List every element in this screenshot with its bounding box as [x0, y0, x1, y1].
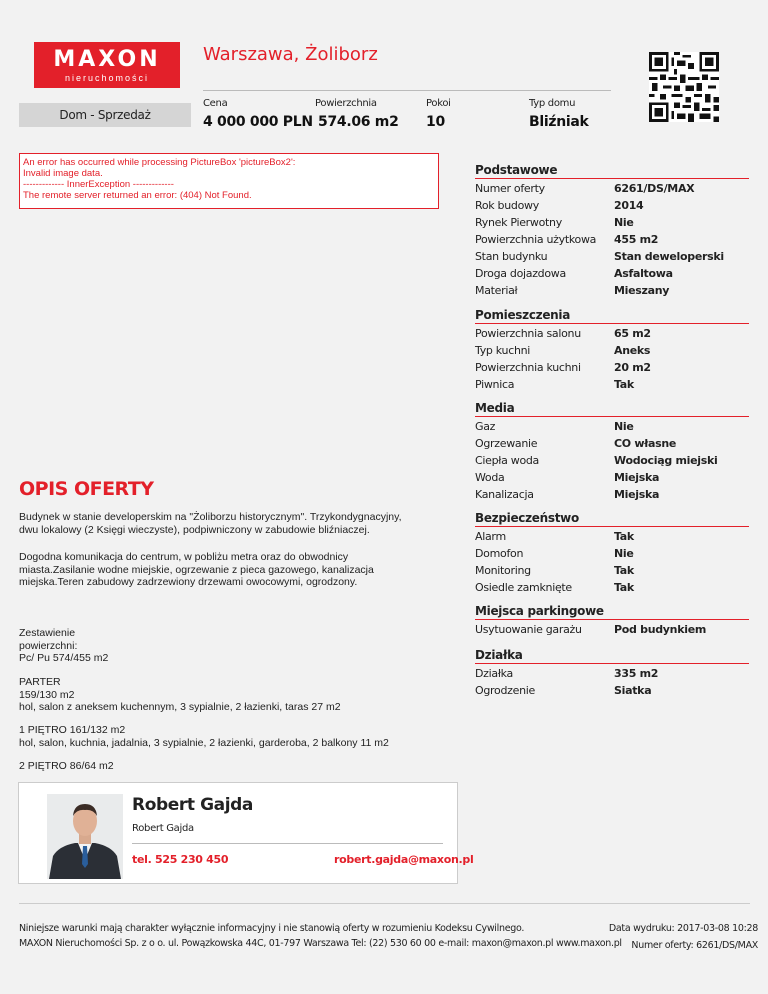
description-paragraph: Dogodna komunikacja do centrum, w pobliżu metra oraz do obwodnicy miasta.Zasilanie wodne miejskie, ogrzewanie z pieca gazowego, kanalizacja miejska.Teren zabudowy zadrzewiony drzewami owocowymi, ogrodzony.: [19, 551, 374, 588]
detail-label: Gaz: [475, 420, 496, 433]
offer-type-badge: Dom - Sprzedaż: [19, 103, 191, 127]
detail-row: [475, 454, 749, 471]
detail-value: CO własne: [614, 437, 677, 450]
description-paragraph: Budynek w stanie developerskim na "Żoliborzu historycznym". Trzykondygnacyjny, dwu lokalowy (2 Księgi wieczyste), podpiwniczony w zabudowie bliźniaczej.: [19, 511, 402, 536]
detail-row: [475, 623, 749, 640]
detail-label: Numer oferty: [475, 182, 545, 195]
detail-row: [475, 378, 749, 395]
detail-row: [475, 420, 749, 437]
detail-row: [475, 250, 749, 267]
summary-label: Cena: [203, 98, 228, 109]
footer-print-date: Data wydruku: 2017-03-08 10:28: [608, 923, 758, 934]
detail-row: [475, 284, 749, 301]
section-title-pomieszczenia: Pomieszczenia: [475, 308, 749, 324]
detail-row: [475, 437, 749, 454]
detail-value: 65 m2: [614, 327, 651, 340]
detail-row: [475, 233, 749, 250]
detail-label: Osiedle zamknięte: [475, 581, 572, 594]
detail-value: 2014: [614, 199, 644, 212]
detail-value: Tak: [614, 581, 634, 594]
agent-phone-link[interactable]: tel. 525 230 450: [132, 853, 229, 866]
detail-row: [475, 216, 749, 233]
detail-label: Stan budynku: [475, 250, 548, 263]
detail-label: Kanalizacja: [475, 488, 534, 501]
detail-row: [475, 684, 749, 701]
detail-value: Tak: [614, 378, 634, 391]
detail-label: Działka: [475, 667, 513, 680]
summary-house-type: [529, 98, 589, 130]
summary-rooms: [426, 98, 451, 130]
detail-row: [475, 564, 749, 581]
detail-label: Woda: [475, 471, 505, 484]
detail-label: Alarm: [475, 530, 506, 543]
detail-label: Ciepła woda: [475, 454, 539, 467]
detail-row: [475, 267, 749, 284]
detail-row: [475, 547, 749, 564]
detail-row: [475, 471, 749, 488]
agent-email-link[interactable]: robert.gajda@maxon.pl: [334, 853, 474, 866]
detail-label: Rok budowy: [475, 199, 539, 212]
image-error-box: [19, 153, 439, 209]
qr-code-icon: [646, 52, 722, 122]
detail-value: Mieszany: [614, 284, 670, 297]
description-title: OPIS OFERTY: [19, 478, 154, 500]
detail-value: Aneks: [614, 344, 651, 357]
detail-value: Tak: [614, 564, 634, 577]
detail-row: [475, 344, 749, 361]
logo-sub-text: nieruchomości: [64, 73, 150, 83]
section-title-podstawowe: Podstawowe: [475, 163, 749, 179]
summary-value: 4 000 000 PLN: [203, 114, 313, 130]
detail-label: Piwnica: [475, 378, 515, 391]
detail-label: Powierzchnia salonu: [475, 327, 581, 340]
summary-value: 574.06 m2: [318, 114, 399, 130]
detail-row: [475, 530, 749, 547]
detail-row: [475, 182, 749, 199]
detail-value: Nie: [614, 216, 634, 229]
detail-value: Miejska: [614, 471, 660, 484]
footer-divider: [19, 903, 750, 904]
detail-label: Ogrodzenie: [475, 684, 535, 697]
detail-value: 20 m2: [614, 361, 651, 374]
error-message: An error has occurred while processing PictureBox 'pictureBox2': Invalid image data. ------------- InnerException ------------- The remote server returned an error: (404) Not Found.: [23, 157, 296, 201]
detail-row: [475, 327, 749, 344]
detail-row: [475, 199, 749, 216]
detail-label: Powierzchnia kuchni: [475, 361, 581, 374]
detail-value: Wodociąg miejski: [614, 454, 718, 467]
section-title-bezpieczenstwo: Bezpieczeństwo: [475, 511, 749, 527]
detail-value: Miejska: [614, 488, 660, 501]
detail-value: Nie: [614, 547, 634, 560]
logo-main-text: MAXON: [53, 47, 161, 72]
footer-offer-number: Numer oferty: 6261/DS/MAX: [631, 940, 758, 951]
detail-value: Pod budynkiem: [614, 623, 707, 636]
detail-value: Tak: [614, 530, 634, 543]
summary-label: Typ domu: [529, 98, 576, 109]
footer-disclaimer: Niniejsze warunki mają charakter wyłącznie informacyjny i nie stanowią oferty w rozumieniu Kodeksu Cywilnego.: [19, 923, 525, 934]
summary-label: Powierzchnia: [315, 98, 377, 109]
detail-label: Domofon: [475, 547, 524, 560]
location-title: Warszawa, Żoliborz: [203, 44, 378, 65]
detail-label: Rynek Pierwotny: [475, 216, 562, 229]
agent-divider: [132, 843, 443, 844]
detail-label: Droga dojazdowa: [475, 267, 566, 280]
agent-photo: [47, 794, 123, 879]
summary-price: [203, 98, 313, 130]
detail-value: 6261/DS/MAX: [614, 182, 695, 195]
summary-value: 10: [426, 114, 445, 130]
detail-label: Ogrzewanie: [475, 437, 538, 450]
detail-label: Materiał: [475, 284, 518, 297]
description-paragraph: 2 PIĘTRO 86/64 m2: [19, 760, 114, 772]
detail-value: Siatka: [614, 684, 652, 697]
detail-value: 335 m2: [614, 667, 659, 680]
agent-subtitle: Robert Gajda: [132, 823, 194, 834]
agent-name: Robert Gajda: [132, 795, 253, 815]
section-title-media: Media: [475, 401, 749, 417]
description-paragraph: PARTER 159/130 m2 hol, salon z aneksem kuchennym, 3 sypialnie, 2 łazienki, taras 27 m2: [19, 676, 341, 713]
description-paragraph: Zestawienie powierzchni: Pc/ Pu 574/455 m2: [19, 627, 109, 664]
detail-label: Typ kuchni: [475, 344, 531, 357]
detail-value: Stan deweloperski: [614, 250, 724, 263]
detail-label: Usytuowanie garażu: [475, 623, 582, 636]
detail-row: [475, 361, 749, 378]
footer-company: MAXON Nieruchomości Sp. z o o. ul. Powązkowska 44C, 01-797 Warszawa Tel: (22) 530 60 00 e-mail: maxon@maxon.pl www.maxon.pl: [19, 938, 622, 949]
detail-label: Monitoring: [475, 564, 531, 577]
detail-value: 455 m2: [614, 233, 659, 246]
section-title-parking: Miejsca parkingowe: [475, 604, 749, 620]
maxon-logo: [34, 42, 180, 88]
header-divider: [203, 90, 611, 91]
section-title-dzialka: Działka: [475, 648, 749, 664]
agent-card: [18, 782, 474, 884]
detail-row: [475, 581, 749, 598]
detail-value: Asfaltowa: [614, 267, 673, 280]
summary-label: Pokoi: [426, 98, 451, 109]
summary-value: Bliźniak: [529, 114, 589, 130]
detail-row: [475, 667, 749, 684]
description-paragraph: 1 PIĘTRO 161/132 m2 hol, salon, kuchnia, jadalnia, 3 sypialnie, 2 łazienki, garderoba, 2 balkony 11 m2: [19, 724, 389, 749]
detail-value: Nie: [614, 420, 634, 433]
detail-row: [475, 488, 749, 505]
detail-label: Powierzchnia użytkowa: [475, 233, 597, 246]
summary-area: [315, 98, 399, 130]
